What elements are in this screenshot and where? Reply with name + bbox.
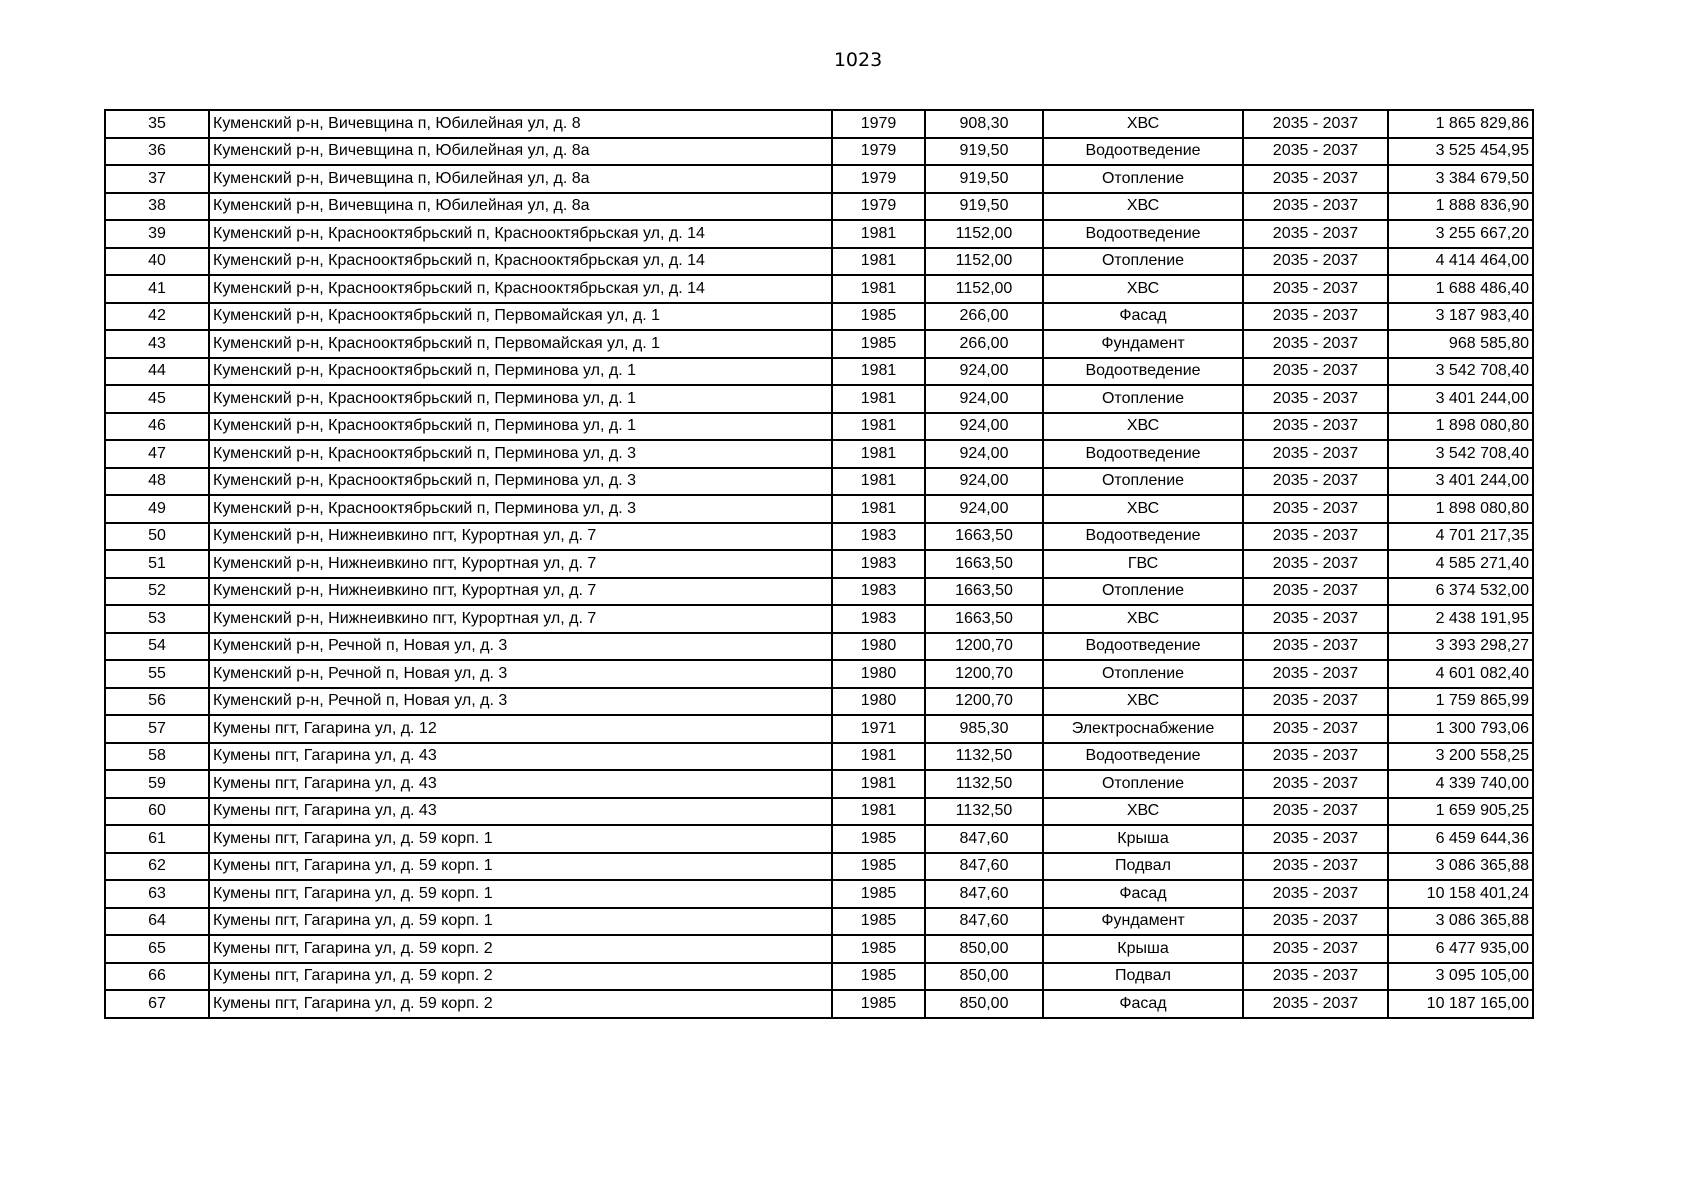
row-number-cell: 44 (105, 358, 209, 386)
address-cell: Куменский р-н, Речной п, Новая ул, д. 3 (209, 660, 832, 688)
period-cell: 2035 - 2037 (1243, 688, 1388, 716)
build-year-cell: 1985 (832, 990, 925, 1018)
cost-cell: 3 525 454,95 (1388, 138, 1533, 166)
address-cell: Куменский р-н, Краснооктябрьский п, Перминова ул, д. 3 (209, 495, 832, 523)
work-type-cell: Крыша (1043, 825, 1243, 853)
address-cell: Куменский р-н, Краснооктябрьский п, Первомайская ул, д. 1 (209, 303, 832, 331)
period-cell: 2035 - 2037 (1243, 495, 1388, 523)
area-cell: 1663,50 (925, 550, 1043, 578)
work-type-cell: ХВС (1043, 275, 1243, 303)
row-number-cell: 38 (105, 193, 209, 221)
area-cell: 919,50 (925, 193, 1043, 221)
period-cell: 2035 - 2037 (1243, 605, 1388, 633)
row-number-cell: 52 (105, 578, 209, 606)
build-year-cell: 1979 (832, 110, 925, 138)
build-year-cell: 1985 (832, 880, 925, 908)
row-number-cell: 48 (105, 468, 209, 496)
build-year-cell: 1981 (832, 220, 925, 248)
address-cell: Кумены пгт, Гагарина ул, д. 12 (209, 715, 832, 743)
work-type-cell: Отопление (1043, 385, 1243, 413)
period-cell: 2035 - 2037 (1243, 908, 1388, 936)
row-number-cell: 39 (105, 220, 209, 248)
build-year-cell: 1983 (832, 523, 925, 551)
row-number-cell: 35 (105, 110, 209, 138)
period-cell: 2035 - 2037 (1243, 550, 1388, 578)
cost-cell: 3 095 105,00 (1388, 963, 1533, 991)
cost-cell: 4 701 217,35 (1388, 523, 1533, 551)
table-row (105, 523, 1533, 551)
work-type-cell: Водоотведение (1043, 220, 1243, 248)
table-row (105, 578, 1533, 606)
period-cell: 2035 - 2037 (1243, 385, 1388, 413)
cost-cell: 3 384 679,50 (1388, 165, 1533, 193)
table-row (105, 495, 1533, 523)
area-cell: 924,00 (925, 440, 1043, 468)
cost-cell: 1 898 080,80 (1388, 495, 1533, 523)
period-cell: 2035 - 2037 (1243, 165, 1388, 193)
address-cell: Кумены пгт, Гагарина ул, д. 59 корп. 1 (209, 908, 832, 936)
row-number-cell: 54 (105, 633, 209, 661)
row-number-cell: 62 (105, 853, 209, 881)
table-row (105, 908, 1533, 936)
build-year-cell: 1981 (832, 440, 925, 468)
build-year-cell: 1985 (832, 303, 925, 331)
cost-cell: 4 414 464,00 (1388, 248, 1533, 276)
address-cell: Куменский р-н, Нижнеивкино пгт, Курортная ул, д. 7 (209, 578, 832, 606)
row-number-cell: 40 (105, 248, 209, 276)
row-number-cell: 50 (105, 523, 209, 551)
table-row (105, 715, 1533, 743)
area-cell: 924,00 (925, 495, 1043, 523)
table-row (105, 193, 1533, 221)
area-cell: 1132,50 (925, 743, 1043, 771)
table-row (105, 688, 1533, 716)
period-cell: 2035 - 2037 (1243, 413, 1388, 441)
row-number-cell: 55 (105, 660, 209, 688)
period-cell: 2035 - 2037 (1243, 990, 1388, 1018)
address-cell: Куменский р-н, Краснооктябрьский п, Перминова ул, д. 3 (209, 440, 832, 468)
row-number-cell: 61 (105, 825, 209, 853)
work-type-cell: Отопление (1043, 468, 1243, 496)
work-type-cell: Электроснабжение (1043, 715, 1243, 743)
area-cell: 908,30 (925, 110, 1043, 138)
build-year-cell: 1981 (832, 798, 925, 826)
table-row (105, 798, 1533, 826)
cost-cell: 3 200 558,25 (1388, 743, 1533, 771)
area-cell: 850,00 (925, 935, 1043, 963)
row-number-cell: 47 (105, 440, 209, 468)
row-number-cell: 41 (105, 275, 209, 303)
area-cell: 1663,50 (925, 523, 1043, 551)
table-row (105, 138, 1533, 166)
build-year-cell: 1980 (832, 688, 925, 716)
cost-cell: 968 585,80 (1388, 330, 1533, 358)
address-cell: Куменский р-н, Речной п, Новая ул, д. 3 (209, 688, 832, 716)
address-cell: Куменский р-н, Краснооктябрьский п, Краснооктябрьская ул, д. 14 (209, 248, 832, 276)
address-cell: Куменский р-н, Краснооктябрьский п, Краснооктябрьская ул, д. 14 (209, 220, 832, 248)
cost-cell: 3 255 667,20 (1388, 220, 1533, 248)
cost-cell: 1 759 865,99 (1388, 688, 1533, 716)
address-cell: Кумены пгт, Гагарина ул, д. 43 (209, 743, 832, 771)
period-cell: 2035 - 2037 (1243, 743, 1388, 771)
address-cell: Кумены пгт, Гагарина ул, д. 43 (209, 798, 832, 826)
period-cell: 2035 - 2037 (1243, 468, 1388, 496)
row-number-cell: 67 (105, 990, 209, 1018)
build-year-cell: 1981 (832, 495, 925, 523)
cost-cell: 3 086 365,88 (1388, 908, 1533, 936)
table-row (105, 385, 1533, 413)
period-cell: 2035 - 2037 (1243, 523, 1388, 551)
cost-cell: 3 401 244,00 (1388, 468, 1533, 496)
build-year-cell: 1981 (832, 385, 925, 413)
build-year-cell: 1983 (832, 550, 925, 578)
row-number-cell: 64 (105, 908, 209, 936)
cost-cell: 3 187 983,40 (1388, 303, 1533, 331)
cost-cell: 3 086 365,88 (1388, 853, 1533, 881)
period-cell: 2035 - 2037 (1243, 330, 1388, 358)
work-type-cell: Подвал (1043, 963, 1243, 991)
address-cell: Куменский р-н, Нижнеивкино пгт, Курортная ул, д. 7 (209, 523, 832, 551)
work-type-cell: Фасад (1043, 303, 1243, 331)
address-cell: Куменский р-н, Нижнеивкино пгт, Курортная ул, д. 7 (209, 550, 832, 578)
cost-cell: 1 898 080,80 (1388, 413, 1533, 441)
work-type-cell: Отопление (1043, 770, 1243, 798)
period-cell: 2035 - 2037 (1243, 110, 1388, 138)
work-type-cell: Отопление (1043, 660, 1243, 688)
build-year-cell: 1981 (832, 770, 925, 798)
address-cell: Кумены пгт, Гагарина ул, д. 59 корп. 2 (209, 963, 832, 991)
row-number-cell: 53 (105, 605, 209, 633)
work-type-cell: ХВС (1043, 605, 1243, 633)
cost-cell: 3 542 708,40 (1388, 358, 1533, 386)
period-cell: 2035 - 2037 (1243, 440, 1388, 468)
row-number-cell: 46 (105, 413, 209, 441)
row-number-cell: 43 (105, 330, 209, 358)
area-cell: 924,00 (925, 468, 1043, 496)
work-type-cell: Водоотведение (1043, 633, 1243, 661)
work-type-cell: Фасад (1043, 990, 1243, 1018)
area-cell: 1200,70 (925, 633, 1043, 661)
row-number-cell: 57 (105, 715, 209, 743)
build-year-cell: 1985 (832, 963, 925, 991)
page-number: 1023 (833, 49, 883, 71)
cost-cell: 1 865 829,86 (1388, 110, 1533, 138)
row-number-cell: 60 (105, 798, 209, 826)
cost-cell: 1 688 486,40 (1388, 275, 1533, 303)
period-cell: 2035 - 2037 (1243, 275, 1388, 303)
cost-cell: 2 438 191,95 (1388, 605, 1533, 633)
period-cell: 2035 - 2037 (1243, 825, 1388, 853)
cost-cell: 10 158 401,24 (1388, 880, 1533, 908)
area-cell: 1663,50 (925, 605, 1043, 633)
build-year-cell: 1983 (832, 605, 925, 633)
table-row (105, 330, 1533, 358)
area-cell: 850,00 (925, 990, 1043, 1018)
work-type-cell: Отопление (1043, 165, 1243, 193)
address-cell: Кумены пгт, Гагарина ул, д. 59 корп. 1 (209, 880, 832, 908)
period-cell: 2035 - 2037 (1243, 853, 1388, 881)
period-cell: 2035 - 2037 (1243, 248, 1388, 276)
address-cell: Кумены пгт, Гагарина ул, д. 59 корп. 1 (209, 853, 832, 881)
repair-schedule-table (104, 109, 1534, 1019)
row-number-cell: 51 (105, 550, 209, 578)
period-cell: 2035 - 2037 (1243, 303, 1388, 331)
area-cell: 850,00 (925, 963, 1043, 991)
build-year-cell: 1980 (832, 660, 925, 688)
area-cell: 1200,70 (925, 688, 1043, 716)
period-cell: 2035 - 2037 (1243, 660, 1388, 688)
work-type-cell: Водоотведение (1043, 138, 1243, 166)
build-year-cell: 1981 (832, 275, 925, 303)
area-cell: 924,00 (925, 385, 1043, 413)
work-type-cell: Фасад (1043, 880, 1243, 908)
work-type-cell: ХВС (1043, 798, 1243, 826)
table-row (105, 220, 1533, 248)
table-row (105, 935, 1533, 963)
address-cell: Кумены пгт, Гагарина ул, д. 59 корп. 1 (209, 825, 832, 853)
work-type-cell: Фундамент (1043, 908, 1243, 936)
period-cell: 2035 - 2037 (1243, 358, 1388, 386)
period-cell: 2035 - 2037 (1243, 578, 1388, 606)
period-cell: 2035 - 2037 (1243, 798, 1388, 826)
row-number-cell: 49 (105, 495, 209, 523)
build-year-cell: 1979 (832, 138, 925, 166)
address-cell: Кумены пгт, Гагарина ул, д. 59 корп. 2 (209, 990, 832, 1018)
period-cell: 2035 - 2037 (1243, 770, 1388, 798)
area-cell: 1663,50 (925, 578, 1043, 606)
table-row (105, 743, 1533, 771)
period-cell: 2035 - 2037 (1243, 633, 1388, 661)
period-cell: 2035 - 2037 (1243, 138, 1388, 166)
build-year-cell: 1981 (832, 468, 925, 496)
period-cell: 2035 - 2037 (1243, 963, 1388, 991)
row-number-cell: 56 (105, 688, 209, 716)
area-cell: 266,00 (925, 303, 1043, 331)
cost-cell: 1 659 905,25 (1388, 798, 1533, 826)
area-cell: 924,00 (925, 413, 1043, 441)
table-row (105, 770, 1533, 798)
table-row (105, 468, 1533, 496)
work-type-cell: ХВС (1043, 495, 1243, 523)
row-number-cell: 65 (105, 935, 209, 963)
table-row (105, 963, 1533, 991)
cost-cell: 1 300 793,06 (1388, 715, 1533, 743)
table-row (105, 550, 1533, 578)
row-number-cell: 58 (105, 743, 209, 771)
area-cell: 1132,50 (925, 798, 1043, 826)
table-row (105, 990, 1533, 1018)
work-type-cell: ХВС (1043, 110, 1243, 138)
table-row (105, 853, 1533, 881)
build-year-cell: 1981 (832, 358, 925, 386)
build-year-cell: 1981 (832, 413, 925, 441)
address-cell: Куменский р-н, Краснооктябрьский п, Перминова ул, д. 3 (209, 468, 832, 496)
row-number-cell: 36 (105, 138, 209, 166)
work-type-cell: Водоотведение (1043, 358, 1243, 386)
cost-cell: 4 585 271,40 (1388, 550, 1533, 578)
work-type-cell: Водоотведение (1043, 440, 1243, 468)
period-cell: 2035 - 2037 (1243, 193, 1388, 221)
build-year-cell: 1980 (832, 633, 925, 661)
work-type-cell: ГВС (1043, 550, 1243, 578)
cost-cell: 6 477 935,00 (1388, 935, 1533, 963)
work-type-cell: Подвал (1043, 853, 1243, 881)
build-year-cell: 1981 (832, 743, 925, 771)
row-number-cell: 37 (105, 165, 209, 193)
area-cell: 1200,70 (925, 660, 1043, 688)
table-row (105, 110, 1533, 138)
cost-cell: 6 459 644,36 (1388, 825, 1533, 853)
address-cell: Куменский р-н, Речной п, Новая ул, д. 3 (209, 633, 832, 661)
area-cell: 924,00 (925, 358, 1043, 386)
area-cell: 985,30 (925, 715, 1043, 743)
area-cell: 1152,00 (925, 275, 1043, 303)
table-row (105, 825, 1533, 853)
address-cell: Кумены пгт, Гагарина ул, д. 43 (209, 770, 832, 798)
table-row (105, 303, 1533, 331)
area-cell: 847,60 (925, 853, 1043, 881)
cost-cell: 3 393 298,27 (1388, 633, 1533, 661)
period-cell: 2035 - 2037 (1243, 715, 1388, 743)
build-year-cell: 1985 (832, 853, 925, 881)
area-cell: 847,60 (925, 908, 1043, 936)
work-type-cell: Водоотведение (1043, 523, 1243, 551)
build-year-cell: 1981 (832, 248, 925, 276)
work-type-cell: ХВС (1043, 688, 1243, 716)
build-year-cell: 1985 (832, 908, 925, 936)
address-cell: Куменский р-н, Краснооктябрьский п, Первомайская ул, д. 1 (209, 330, 832, 358)
address-cell: Куменский р-н, Краснооктябрьский п, Перминова ул, д. 1 (209, 385, 832, 413)
address-cell: Кумены пгт, Гагарина ул, д. 59 корп. 2 (209, 935, 832, 963)
work-type-cell: Отопление (1043, 578, 1243, 606)
row-number-cell: 59 (105, 770, 209, 798)
table-row (105, 660, 1533, 688)
cost-cell: 10 187 165,00 (1388, 990, 1533, 1018)
build-year-cell: 1971 (832, 715, 925, 743)
table-row (105, 358, 1533, 386)
table-row (105, 440, 1533, 468)
table-body (105, 110, 1533, 1018)
table-row (105, 633, 1533, 661)
work-type-cell: Водоотведение (1043, 743, 1243, 771)
table-row (105, 248, 1533, 276)
cost-cell: 3 542 708,40 (1388, 440, 1533, 468)
work-type-cell: Фундамент (1043, 330, 1243, 358)
work-type-cell: ХВС (1043, 413, 1243, 441)
area-cell: 919,50 (925, 138, 1043, 166)
row-number-cell: 42 (105, 303, 209, 331)
build-year-cell: 1985 (832, 825, 925, 853)
address-cell: Куменский р-н, Краснооктябрьский п, Перминова ул, д. 1 (209, 413, 832, 441)
cost-cell: 1 888 836,90 (1388, 193, 1533, 221)
table-row (105, 605, 1533, 633)
build-year-cell: 1979 (832, 165, 925, 193)
build-year-cell: 1983 (832, 578, 925, 606)
cost-cell: 4 339 740,00 (1388, 770, 1533, 798)
work-type-cell: Крыша (1043, 935, 1243, 963)
address-cell: Куменский р-н, Краснооктябрьский п, Краснооктябрьская ул, д. 14 (209, 275, 832, 303)
cost-cell: 4 601 082,40 (1388, 660, 1533, 688)
area-cell: 266,00 (925, 330, 1043, 358)
build-year-cell: 1985 (832, 935, 925, 963)
table-row (105, 413, 1533, 441)
work-type-cell: ХВС (1043, 193, 1243, 221)
table-row (105, 165, 1533, 193)
address-cell: Куменский р-н, Вичевщина п, Юбилейная ул, д. 8а (209, 193, 832, 221)
area-cell: 919,50 (925, 165, 1043, 193)
address-cell: Куменский р-н, Краснооктябрьский п, Перминова ул, д. 1 (209, 358, 832, 386)
address-cell: Куменский р-н, Нижнеивкино пгт, Курортная ул, д. 7 (209, 605, 832, 633)
table-row (105, 275, 1533, 303)
address-cell: Куменский р-н, Вичевщина п, Юбилейная ул, д. 8 (209, 110, 832, 138)
area-cell: 1132,50 (925, 770, 1043, 798)
area-cell: 847,60 (925, 880, 1043, 908)
cost-cell: 6 374 532,00 (1388, 578, 1533, 606)
row-number-cell: 66 (105, 963, 209, 991)
period-cell: 2035 - 2037 (1243, 935, 1388, 963)
period-cell: 2035 - 2037 (1243, 220, 1388, 248)
address-cell: Куменский р-н, Вичевщина п, Юбилейная ул, д. 8а (209, 138, 832, 166)
cost-cell: 3 401 244,00 (1388, 385, 1533, 413)
row-number-cell: 45 (105, 385, 209, 413)
build-year-cell: 1979 (832, 193, 925, 221)
address-cell: Куменский р-н, Вичевщина п, Юбилейная ул, д. 8а (209, 165, 832, 193)
work-type-cell: Отопление (1043, 248, 1243, 276)
area-cell: 1152,00 (925, 220, 1043, 248)
row-number-cell: 63 (105, 880, 209, 908)
build-year-cell: 1985 (832, 330, 925, 358)
area-cell: 847,60 (925, 825, 1043, 853)
table-row (105, 880, 1533, 908)
period-cell: 2035 - 2037 (1243, 880, 1388, 908)
area-cell: 1152,00 (925, 248, 1043, 276)
